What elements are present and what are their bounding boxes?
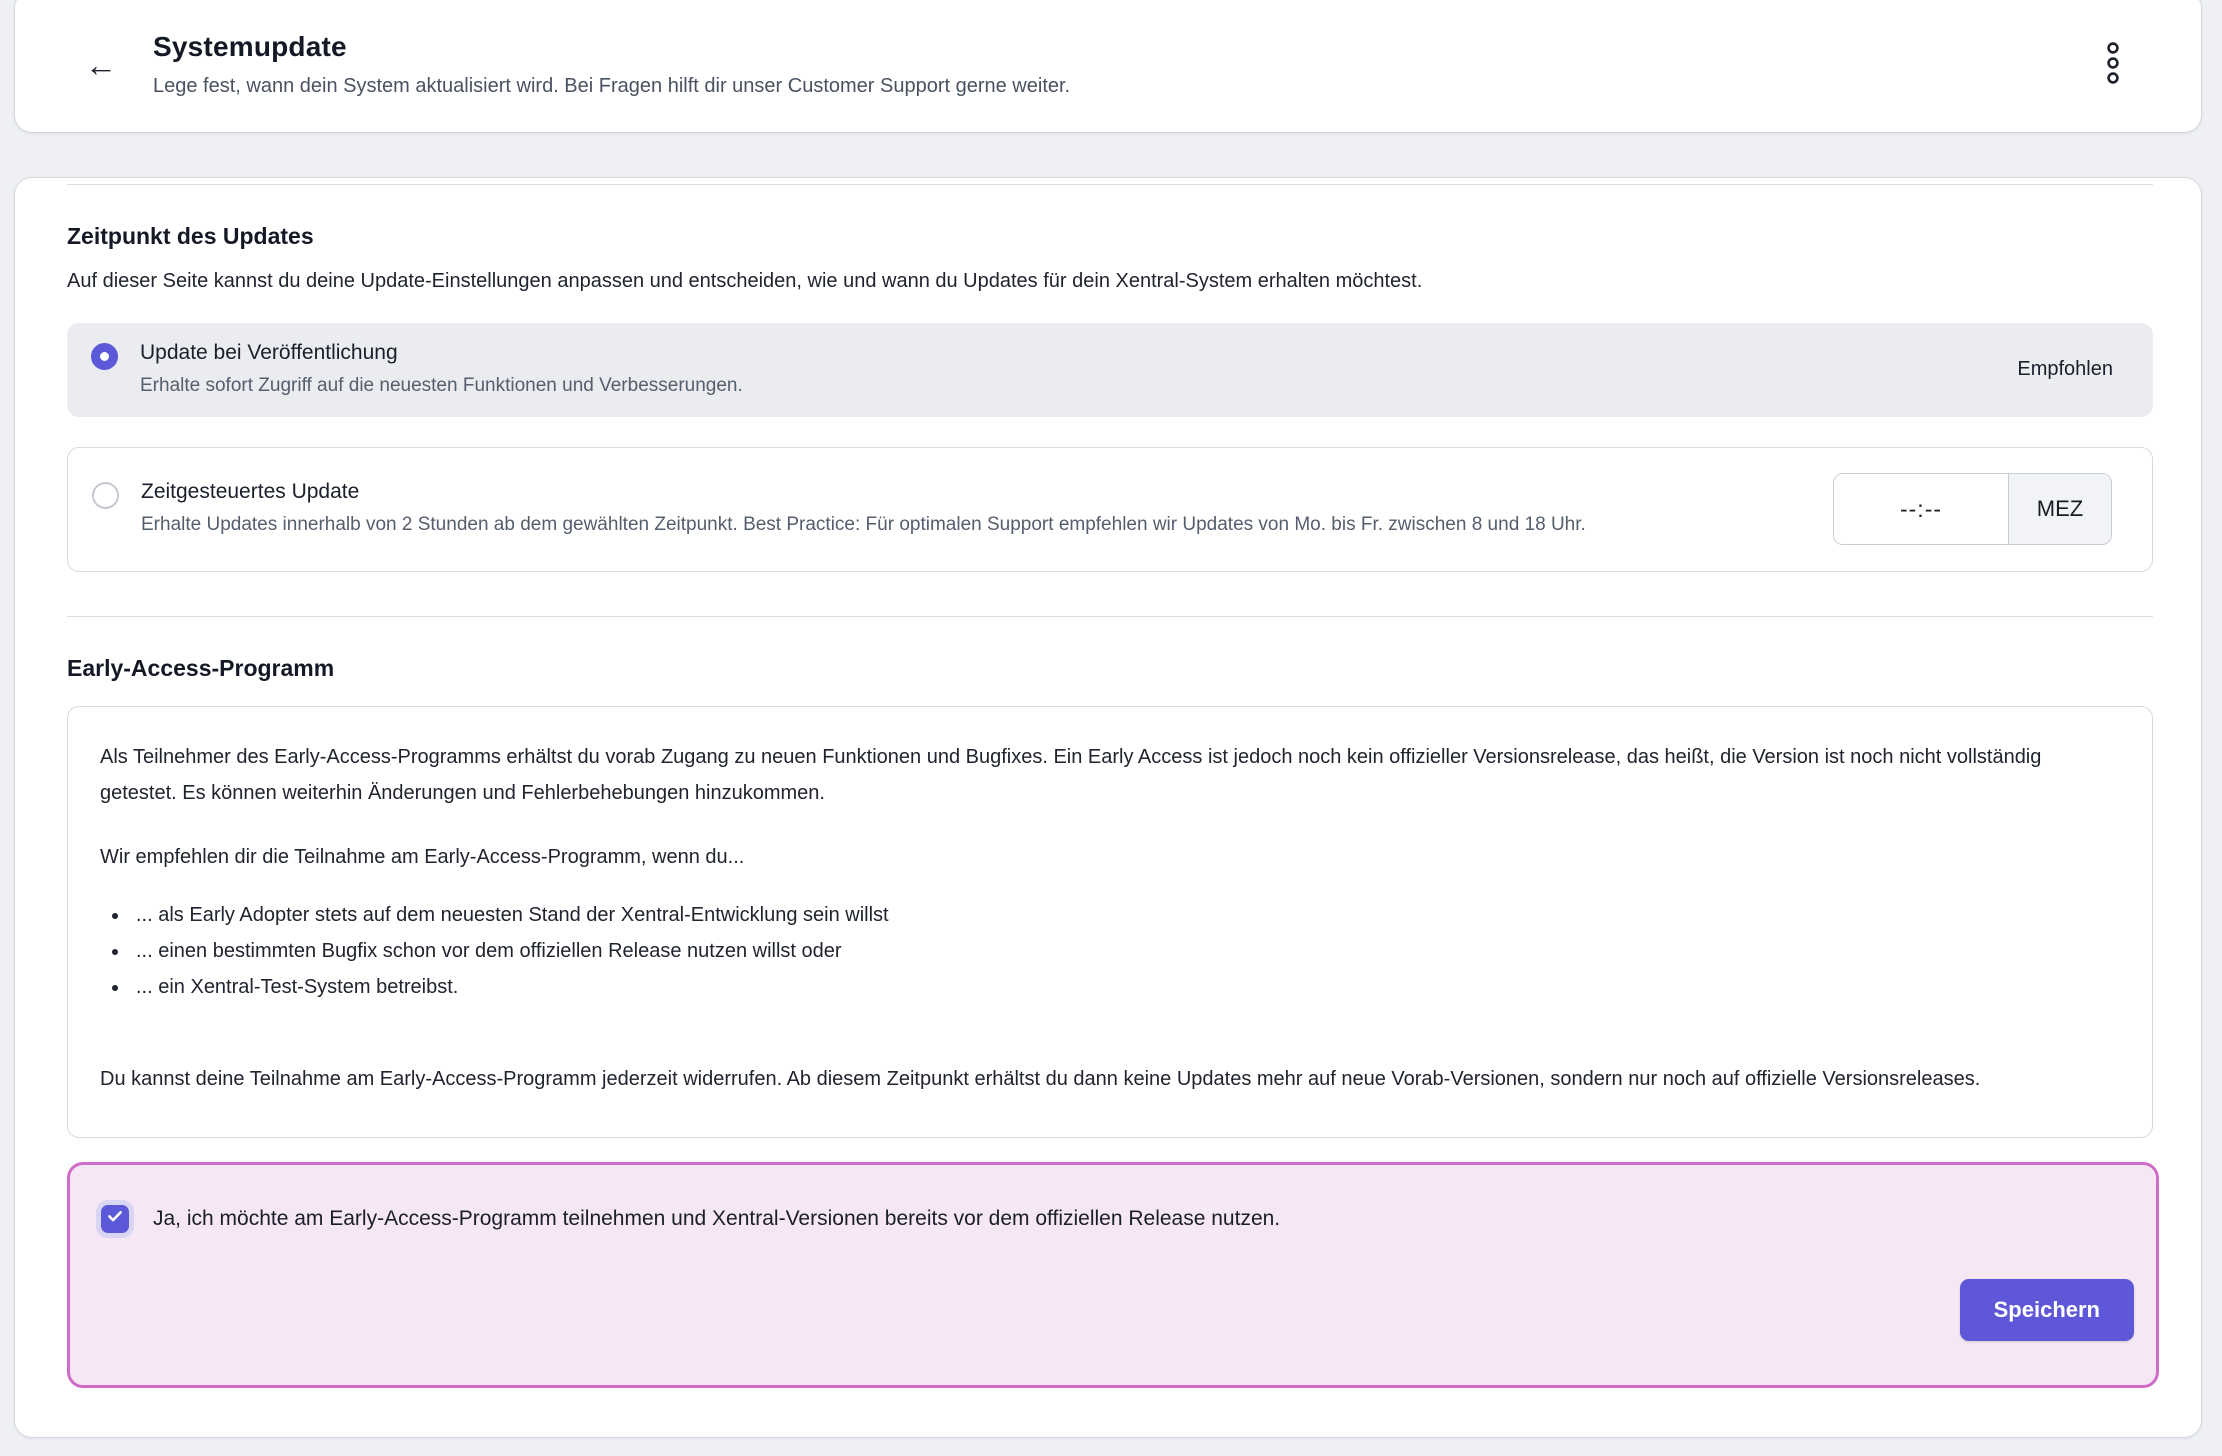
update-timing-section [67, 223, 2153, 572]
more-options-button[interactable] [2091, 37, 2135, 93]
early-access-heading: Early-Access-Programm [67, 654, 335, 681]
option-description: Erhalte sofort Zugriff auf die neuesten Funktionen und Verbesserungen. [140, 375, 743, 396]
option-texts [140, 341, 1993, 399]
update-time-input[interactable] [1834, 474, 2008, 544]
consent-row [96, 1205, 2134, 1233]
early-access-closing: Du kannst deine Teilnahme am Early-Access-Programm jederzeit widerrufen. Ab diesem Zeitpunkt erhältst du dann keine Updates mehr auf neue Vorab-Versionen, sondern nur noch auf offizielle Versionsreleases. [100, 1067, 1981, 1090]
section-divider [67, 184, 2153, 185]
page-title: Systemupdate [153, 31, 347, 62]
header-text [153, 31, 2091, 98]
radio-scheduled-update[interactable] [92, 482, 119, 509]
recommended-badge: Empfohlen [2017, 358, 2113, 381]
early-access-bullet-list [100, 897, 2116, 1005]
section-divider [67, 616, 2153, 617]
option-scheduled-update[interactable] [67, 447, 2153, 572]
page-subtitle: Lege fest, wann dein System aktualisiert wird. Bei Fragen hilft dir unser Customer Support gerne weiter. [153, 75, 1071, 97]
page-header [14, 0, 2202, 133]
early-access-intro: Als Teilnehmer des Early-Access-Programms erhältst du vorab Zugang zu neuen Funktionen und Bugfixes. Ein Early Access ist jedoch noch kein offizieller Versionsrelease, das heißt, die Version ist noch nicht vollständig getestet. Es können weiterhin Änderungen und Fehlerbehebungen hinzukommen. [100, 745, 2042, 804]
update-timing-heading: Zeitpunkt des Updates [67, 223, 314, 249]
save-button[interactable]: Speichern [1960, 1279, 2134, 1341]
option-update-on-release[interactable] [67, 323, 2153, 417]
early-access-section [67, 655, 2153, 1388]
update-timing-description: Auf dieser Seite kannst du deine Update-Einstellungen anpassen und entscheiden, wie und wann du Updates für dein Xentral-System erhalten möchtest. [67, 270, 1423, 292]
timezone-button[interactable]: MEZ [2008, 474, 2111, 544]
consent-label[interactable]: Ja, ich möchte am Early-Access-Programm teilnehmen und Xentral-Versionen bereits vor dem offiziellen Release nutzen. [153, 1206, 1281, 1230]
option-texts [141, 480, 1809, 538]
settings-card [14, 177, 2202, 1438]
check-icon [106, 1207, 124, 1230]
consent-checkbox[interactable] [101, 1205, 129, 1233]
option-label: Zeitgesteuertes Update [141, 480, 360, 504]
consent-box [67, 1162, 2159, 1388]
early-access-recommendation-lead: Wir empfehlen dir die Teilnahme am Early-Access-Programm, wenn du... [100, 845, 745, 868]
option-main [91, 341, 1993, 399]
update-time-input-group [1833, 473, 2112, 545]
consent-actions [96, 1279, 2134, 1341]
bullet-item: • ... einen bestimmten Bugfix schon vor dem offiziellen Release nutzen willst oder [130, 933, 2116, 969]
option-description: Erhalte Updates innerhalb von 2 Stunden ab dem gewählten Zeitpunkt. Best Practice: Für optimalen Support empfehlen wir Updates von Mo. bis Fr. zwischen 8 und 18 Uhr. [141, 514, 1586, 536]
radio-update-on-release[interactable] [91, 343, 118, 370]
back-button[interactable] [77, 41, 125, 89]
kebab-menu-icon [2105, 40, 2121, 89]
early-access-info-box [67, 706, 2153, 1138]
option-main [92, 480, 1809, 538]
bullet-item: • ... ein Xentral-Test-System betreibst. [130, 969, 2116, 1005]
option-label: Update bei Veröffentlichung [140, 341, 398, 364]
bullet-item: • ... als Early Adopter stets auf dem neuesten Stand der Xentral-Entwicklung sein willst [130, 897, 2116, 933]
arrow-left-icon: ← [85, 46, 117, 83]
